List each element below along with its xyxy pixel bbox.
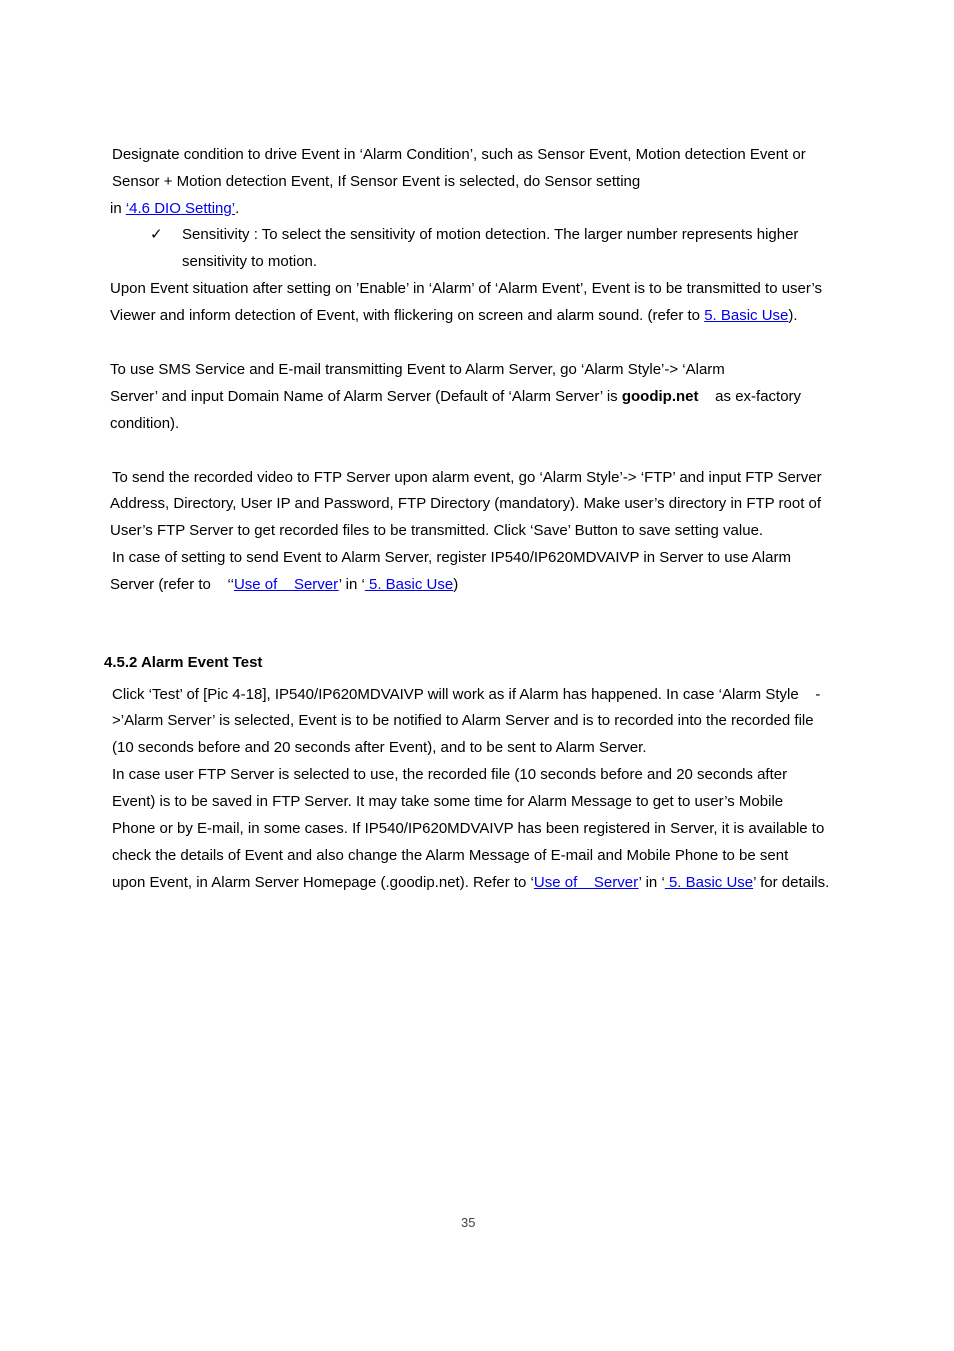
bullet-line2: sensitivity to motion.: [182, 253, 318, 270]
para2-line1: Upon Event situation after setting on ’Enable’ in ‘Alarm’ of ‘Alarm Event’, Event is to be transmitted to user’s: [110, 280, 823, 297]
para5-line8: [112, 874, 829, 892]
use-of-server-link-2[interactable]: Use of Server: [533, 874, 639, 891]
use-of-server-link[interactable]: Use of Server: [233, 576, 339, 593]
checkmark-icon: ✓: [150, 226, 163, 243]
para5-line1: Click ‘Test’ of [Pic 4-18], IP540/IP620MDVAIVP will work as if Alarm has happened. In case ‘Alarm Style -: [112, 686, 821, 703]
para2-line2: [110, 307, 798, 325]
para3-line2: [110, 388, 801, 406]
para5-line3: (10 seconds before and 20 seconds after Event), and to be sent to Alarm Server.: [112, 739, 647, 756]
para4-line2: Address, Directory, User IP and Password, FTP Directory (mandatory). Make user’s directory in FTP root of: [110, 495, 822, 512]
goodip-domain: goodip.net: [621, 388, 699, 405]
para3-line3: condition).: [110, 415, 180, 432]
para1-line3-suffix: .: [235, 200, 240, 217]
para4-line5-mid: ’ in ‘: [338, 576, 365, 593]
para4-line3: User’s FTP Server to get recorded files to be transmitted. Click ‘Save’ Button to save setting value.: [110, 522, 764, 539]
para5-line8-text: upon Event, in Alarm Server Homepage (.goodip.net). Refer to ‘: [112, 874, 534, 891]
para5-line5: Event) is to be saved in FTP Server. It may take some time for Alarm Message to get to user’s Mobile: [112, 793, 784, 810]
para3-line2-suffix: as ex-factory: [698, 388, 802, 405]
para5-line7: check the details of Event and also change the Alarm Message of E-mail and Mobile Phone to be sent: [112, 847, 789, 864]
basic-use-link[interactable]: 5. Basic Use: [704, 307, 789, 324]
para3-line2-text: Server’ and input Domain Name of Alarm Server (Default of ‘Alarm Server’ is: [110, 388, 622, 405]
para3-line1: To use SMS Service and E-mail transmitting Event to Alarm Server, go ‘Alarm Style’-> ‘Alarm: [110, 361, 725, 378]
basic-use-link-2[interactable]: 5. Basic Use: [364, 576, 454, 593]
basic-use-link-3[interactable]: 5. Basic Use: [664, 874, 754, 891]
para1-line2: Sensor + Motion detection Event, If Sensor Event is selected, do Sensor setting: [112, 173, 641, 190]
para5-line8-suffix: ’ for details.: [753, 874, 830, 891]
para5-line8-mid: ’ in ‘: [638, 874, 665, 891]
para4-line5-text: Server (refer to ‘‘: [110, 576, 234, 593]
para1-line3: [110, 200, 239, 218]
section-heading: 4.5.2 Alarm Event Test: [104, 654, 263, 671]
dio-setting-link[interactable]: ‘4.6 DIO Setting’: [125, 200, 236, 217]
bullet-line1: Sensitivity : To select the sensitivity of motion detection. The larger number represents higher: [182, 226, 799, 243]
para1-line1: Designate condition to drive Event in ‘Alarm Condition’, such as Sensor Event, Motion detection Event or: [112, 146, 806, 163]
para2-line2-text: Viewer and inform detection of Event, with flickering on screen and alarm sound. (refer to: [110, 307, 705, 324]
para2-line2-suffix: ).: [788, 307, 798, 324]
para4-line4: In case of setting to send Event to Alarm Server, register IP540/IP620MDVAIVP in Server to use Alarm: [112, 549, 791, 566]
para4-line5-suffix: ): [453, 576, 459, 593]
para4-line1: To send the recorded video to FTP Server upon alarm event, go ‘Alarm Style’-> ‘FTP’ and input FTP Server: [112, 469, 822, 486]
para5-line6: Phone or by E-mail, in some cases. If IP540/IP620MDVAIVP has been registered in Server, it is available to: [112, 820, 825, 837]
page-number: 35: [461, 1215, 476, 1230]
para5-line2: >’Alarm Server’ is selected, Event is to be notified to Alarm Server and is to recorded into the recorded file: [112, 712, 814, 729]
para5-line4: In case user FTP Server is selected to use, the recorded file (10 seconds before and 20 seconds after: [112, 766, 788, 783]
para1-line3-prefix: in: [110, 200, 126, 217]
para4-line5: [110, 576, 458, 594]
